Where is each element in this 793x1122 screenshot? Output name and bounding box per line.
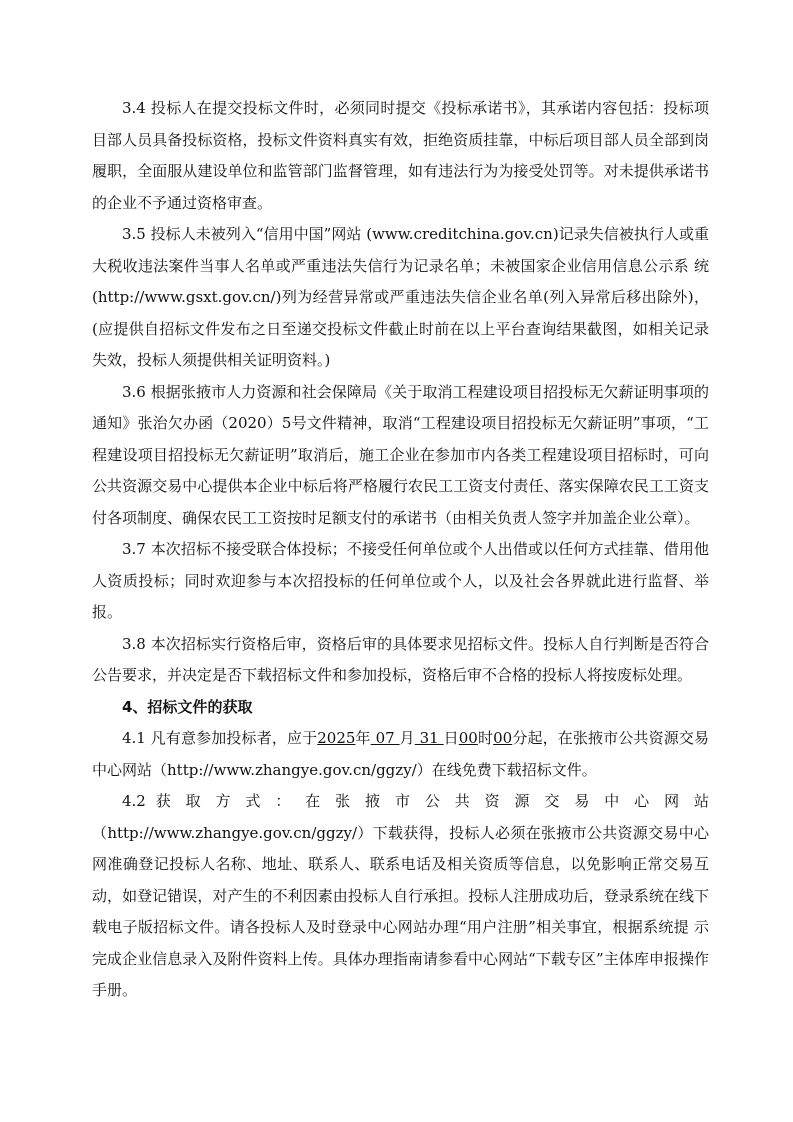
paragraph-4-1: [92, 723, 709, 786]
paragraph-3-8: 3.8 本次招标实行资格后审，资格后审的具体要求见招标文件。投标人自行判断是否符合公告要求，并决定是否下载招标文件和参加投标，资格后审不合格的投标人将按废标处理。: [92, 634, 709, 684]
document-body: [92, 93, 709, 1007]
p41-prefix: 4.1 凡有意参加投标者，应于: [122, 729, 318, 747]
paragraph-4-2: [92, 786, 709, 1007]
p41-year-unit: 年: [355, 729, 371, 747]
paragraph-3-6: 3.6 根据张掖市人力资源和社会保障局《关于取消工程建设项目招投标无欠薪证明事项的通知》张治欠办函（2020）5号文件精神，取消“工程建设项目招投标无欠薪证明”事项，“工程建设项目招投标无欠薪证明”取消后，施工企业在参加市内各类工程建设项目招标时，可向公共资源交易中心提供本企业中标后将严格履行农民工工资支付责任、落实保障农民工工资支付各项制度、确保农民工工资按时足额支付的承诺书（由相关负责人签字并加盖企业公章）。: [92, 382, 709, 527]
p41-day: 31: [414, 729, 444, 747]
p41-day-unit: 日: [443, 729, 459, 747]
p41-month-unit: 月: [399, 729, 415, 747]
section-heading-4: 4、招标文件的获取: [122, 697, 253, 716]
p42-lead: 4.2 获 取 方 式 ： 在 张 掖 市 公 共 资 源 交 易 中 心 网 站 （: [92, 792, 709, 842]
p41-minute: 00: [493, 729, 513, 747]
p42-rest: http://www.zhangye.gov.cn/ggzy/）下载获得，投标人必须在张掖市公共资源交易中心网准确登记投标人名称、地址、联系人、联系电话及相关资质等信息，以免影响正常交易互动，如登记错误，对产生的不利因素由投标人自行承担。投标人注册成功后，登录系统在线下载电子版招标文件。请各投标人及时登录中心网站办理“用户注册”相关事宜，根据系统提 示完成企业信息录入及附件资料上传。具体办理指南请参看中心网站“下载专区”主体库申报操作手册。: [92, 823, 709, 999]
paragraph-3-4: 3.4 投标人在提交投标文件时，必须同时提交《投标承诺书》，其承诺内容包括：投标项目部人员具备投标资格，投标文件资料真实有效，拒绝资质挂靠，中标后项目部人员全部到岗履职，全面服从建设单位和监管部门监督管理，如有违法行为为接受处罚等。对未提供承诺书的企业不予通过资格审查。: [92, 99, 709, 212]
p41-year: 2025: [317, 729, 356, 747]
p41-hour: 00: [458, 729, 478, 747]
p41-suffix: 分起，在张掖市公共资源交易中心网站（http://www.zhangye.gov.cn/ggzy/）在线免费下载招标文件。: [92, 729, 709, 779]
paragraph-3-7: 3.7 本次招标不接受联合体投标；不接受任何单位或个人出借或以任何方式挂靠、借用他人资质投标；同时欢迎参与本次招投标的任何单位或个人，以及社会各界就此进行监督、举报。: [92, 540, 709, 621]
p41-month: 07: [370, 729, 400, 747]
paragraph-3-5: 3.5 投标人未被列入“信用中国”网站 (www.creditchina.gov.cn)记录失信被执行人或重大税收违法案件当事人名单或严重违法失信行为记录名单；未被国家企业信用信息公示系 统(http://www.gsxt.gov.cn/)列为经营异常或严重违法失信企业名单(列入异常后移出除外)，(应提供自招标文件发布之日至递交投标文件截止时前在以上平台查询结果截图，如相关记录失效，投标人须提供相关证明资料。): [92, 225, 709, 369]
p41-hour-unit: 时: [477, 729, 494, 747]
